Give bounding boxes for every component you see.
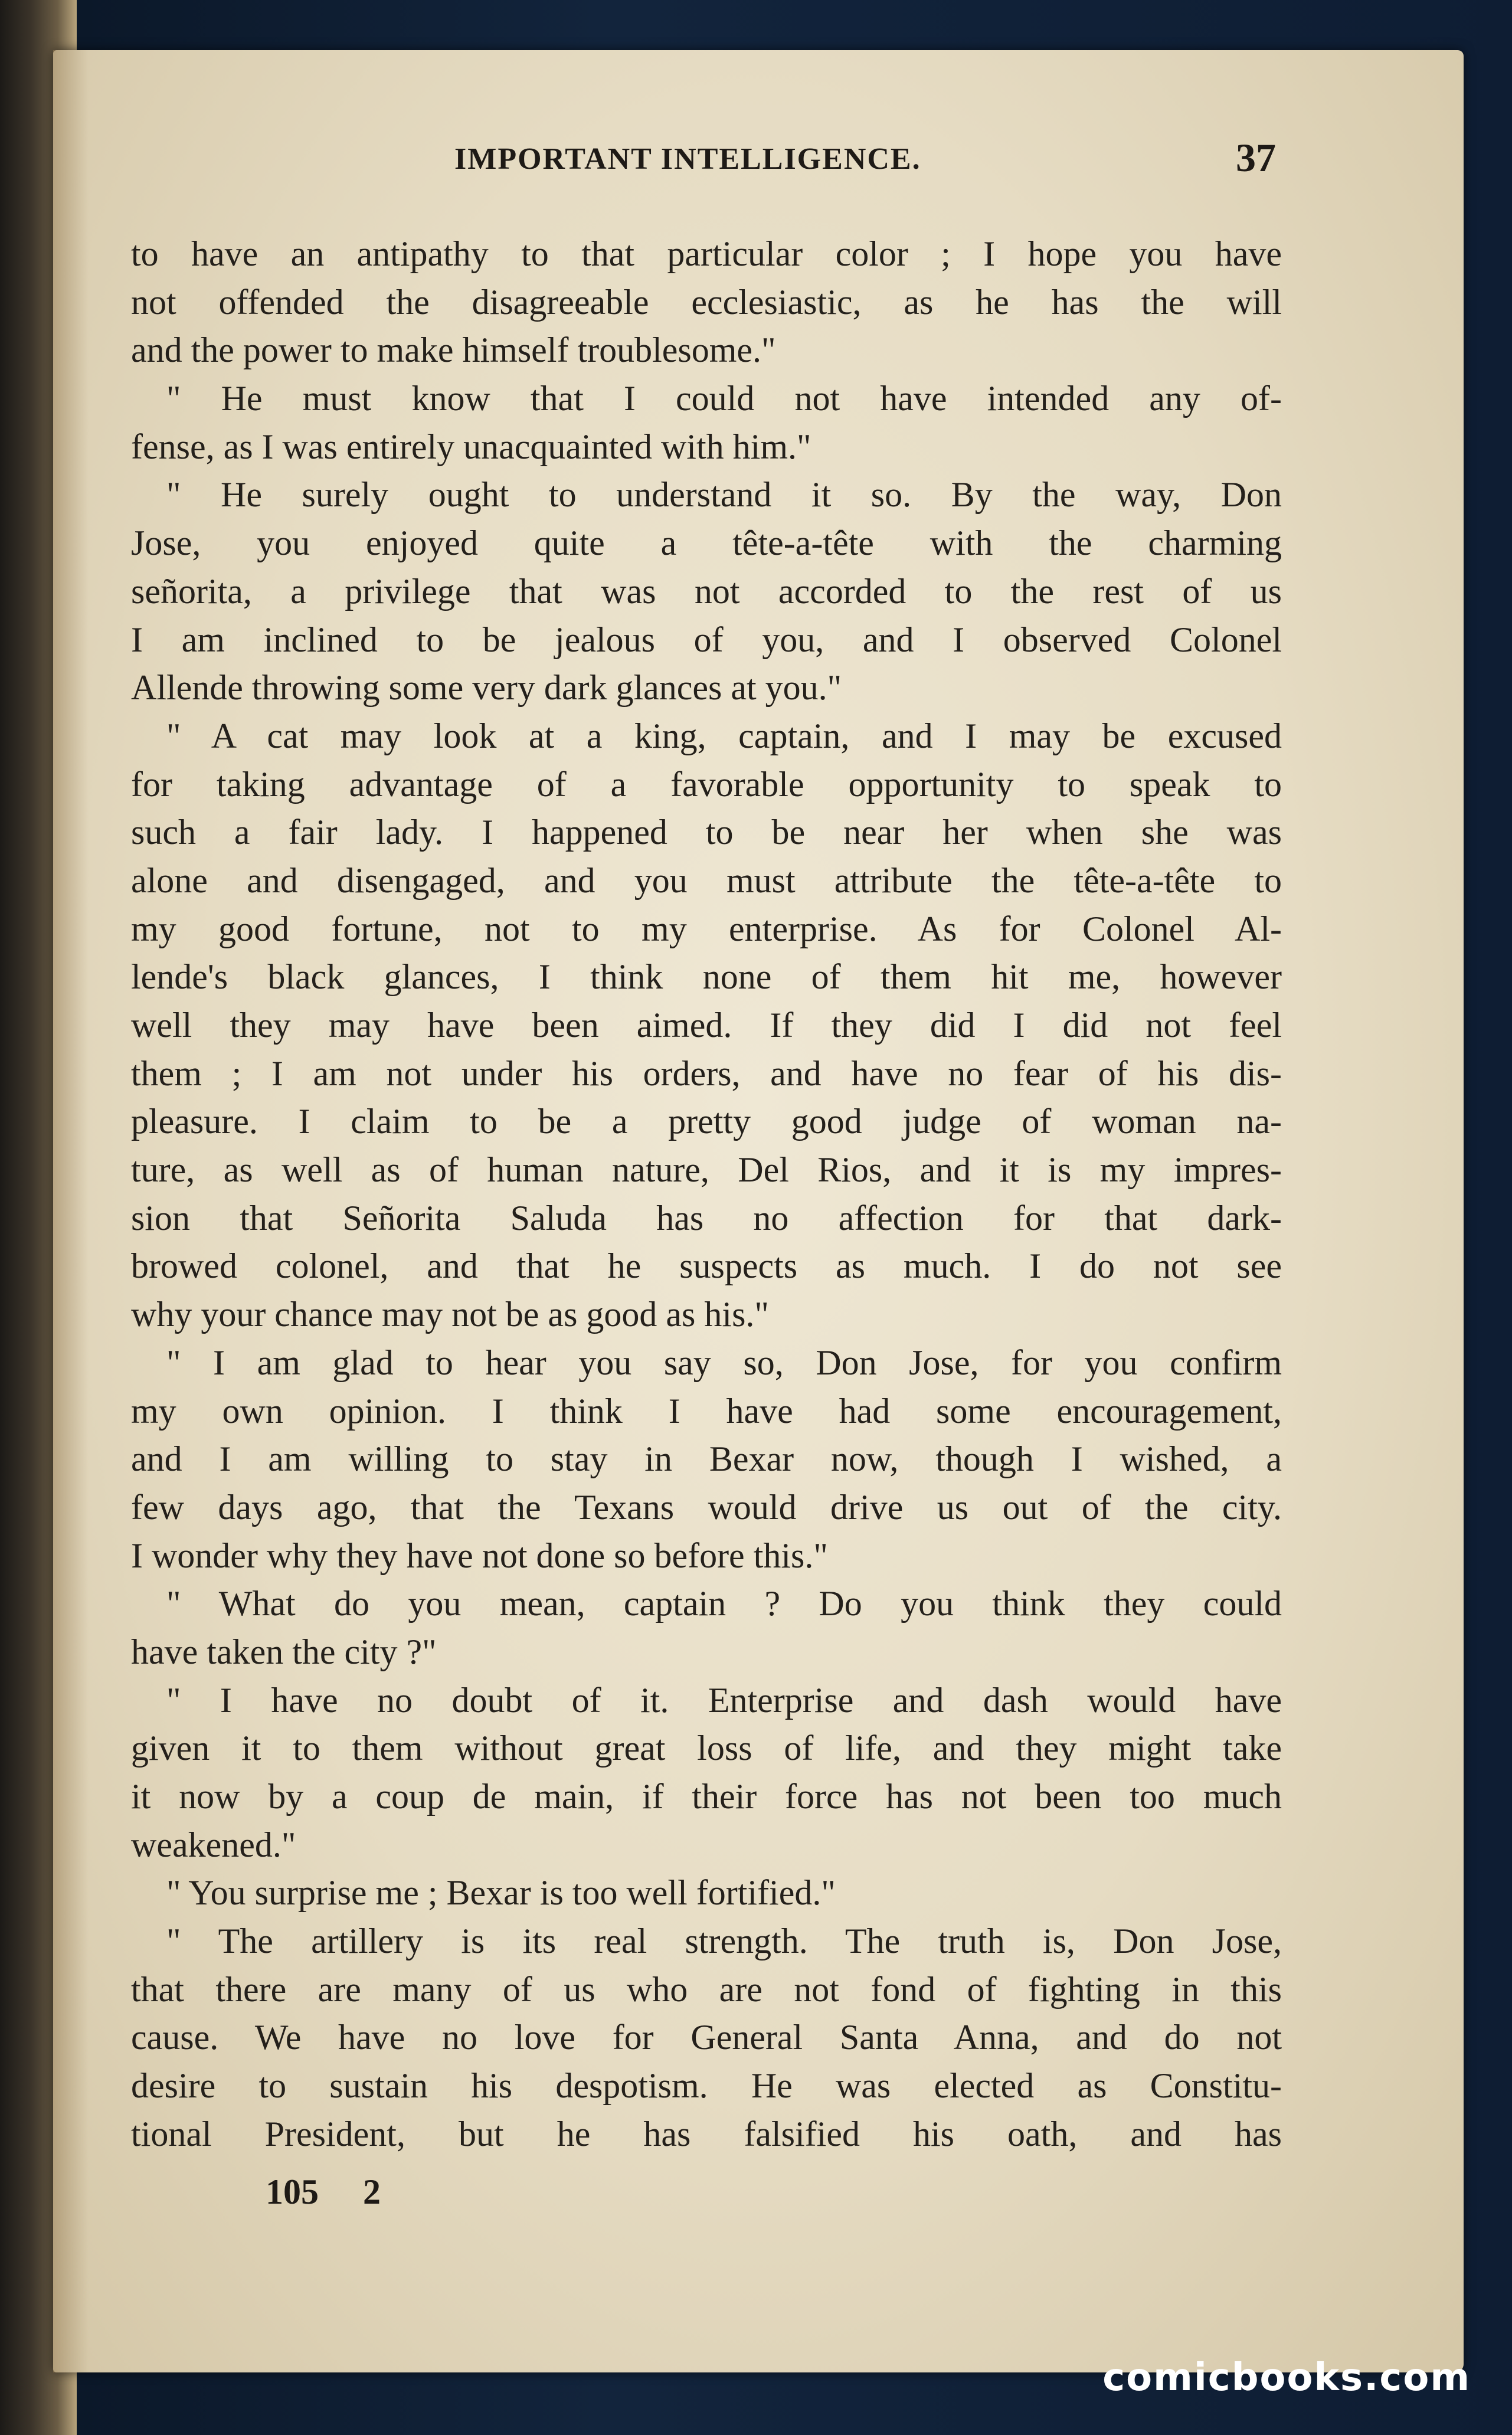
- text-line: to have an antipathy to that particular color ; I hope you have: [131, 234, 1282, 273]
- text-line: and the power to make himself troublesome.": [131, 330, 776, 370]
- page-gutter-shadow: [53, 50, 89, 2372]
- text-line: few days ago, that the Texans would drive us out of the city.: [131, 1487, 1282, 1527]
- text-line: fense, as I was entirely unacquainted with him.": [131, 427, 811, 466]
- text-line: " He surely ought to understand it so. By the way, Don: [166, 475, 1282, 515]
- text-line: pleasure. I claim to be a pretty good judge of woman na-: [131, 1102, 1282, 1141]
- text-line: given it to them without great loss of life, and they might take: [131, 1729, 1282, 1768]
- text-line: my good fortune, not to my enterprise. As for Colonel Al-: [131, 909, 1282, 948]
- text-line: not offended the disagreeable ecclesiastic, as he has the will: [131, 282, 1282, 322]
- text-line: " He must know that I could not have intended any of-: [166, 379, 1282, 418]
- text-line: why your chance may not be as good as his.": [131, 1295, 769, 1334]
- text-line: browed colonel, and that he suspects as much. I do not see: [131, 1246, 1282, 1286]
- text-line: desire to sustain his despotism. He was elected as Constitu-: [131, 2066, 1282, 2106]
- text-line: Allende throwing some very dark glances at you.": [131, 668, 842, 708]
- text-line: " A cat may look at a king, captain, and I may be excused: [166, 716, 1282, 755]
- text-line: lende's black glances, I think none of them hit me, however: [131, 957, 1282, 997]
- text-line: señorita, a privilege that was not accorded to the rest of us: [131, 571, 1282, 611]
- text-line: it now by a coup de main, if their force has not been too much: [131, 1777, 1282, 1816]
- text-line: and I am willing to stay in Bexar now, though I wished, a: [131, 1439, 1282, 1479]
- text-line: I wonder why they have not done so before this.": [131, 1536, 828, 1575]
- text-line: for taking advantage of a favorable opportunity to speak to: [131, 764, 1282, 804]
- running-head: IMPORTANT INTELLIGENCE.: [454, 142, 921, 176]
- text-line: " What do you mean, captain ? Do you think they could: [166, 1584, 1282, 1624]
- text-line: I am inclined to be jealous of you, and I observed Colonel: [131, 620, 1282, 659]
- text-line: have taken the city ?": [131, 1632, 437, 1671]
- text-line: well they may have been aimed. If they did I did not feel: [131, 1006, 1282, 1045]
- text-line: " I am glad to hear you say so, Don Jose, for you confirm: [166, 1343, 1282, 1382]
- body-text: [131, 230, 1282, 2159]
- signature-mark: 105 2: [266, 2172, 381, 2211]
- text-line: such a fair lady. I happened to be near her when she was: [131, 813, 1282, 852]
- text-line: that there are many of us who are not fond of fighting in this: [131, 1969, 1282, 2009]
- text-line: them ; I am not under his orders, and have no fear of his dis-: [131, 1053, 1282, 1093]
- text-line: my own opinion. I think I have had some encouragement,: [131, 1391, 1282, 1431]
- text-line: " The artillery is its real strength. The truth is, Don Jose,: [166, 1922, 1282, 1961]
- text-line: tional President, but he has falsified his oath, and has: [131, 2114, 1282, 2153]
- text-line: Jose, you enjoyed quite a tête-a-tête with the charming: [131, 523, 1282, 563]
- text-line: " You surprise me ; Bexar is too well fortified.": [166, 1873, 836, 1913]
- watermark: comicbooks.com: [1102, 2356, 1471, 2400]
- text-line: cause. We have no love for General Santa Anna, and do not: [131, 2018, 1282, 2057]
- text-line: alone and disengaged, and you must attribute the tête-a-tête to: [131, 860, 1282, 900]
- page-number: 37: [1236, 135, 1276, 180]
- text-line: ture, as well as of human nature, Del Rios, and it is my impres-: [131, 1150, 1282, 1190]
- text-line: weakened.": [131, 1825, 296, 1864]
- text-line: " I have no doubt of it. Enterprise and dash would have: [166, 1680, 1282, 1720]
- text-line: sion that Señorita Saluda has no affection for that dark-: [131, 1198, 1282, 1238]
